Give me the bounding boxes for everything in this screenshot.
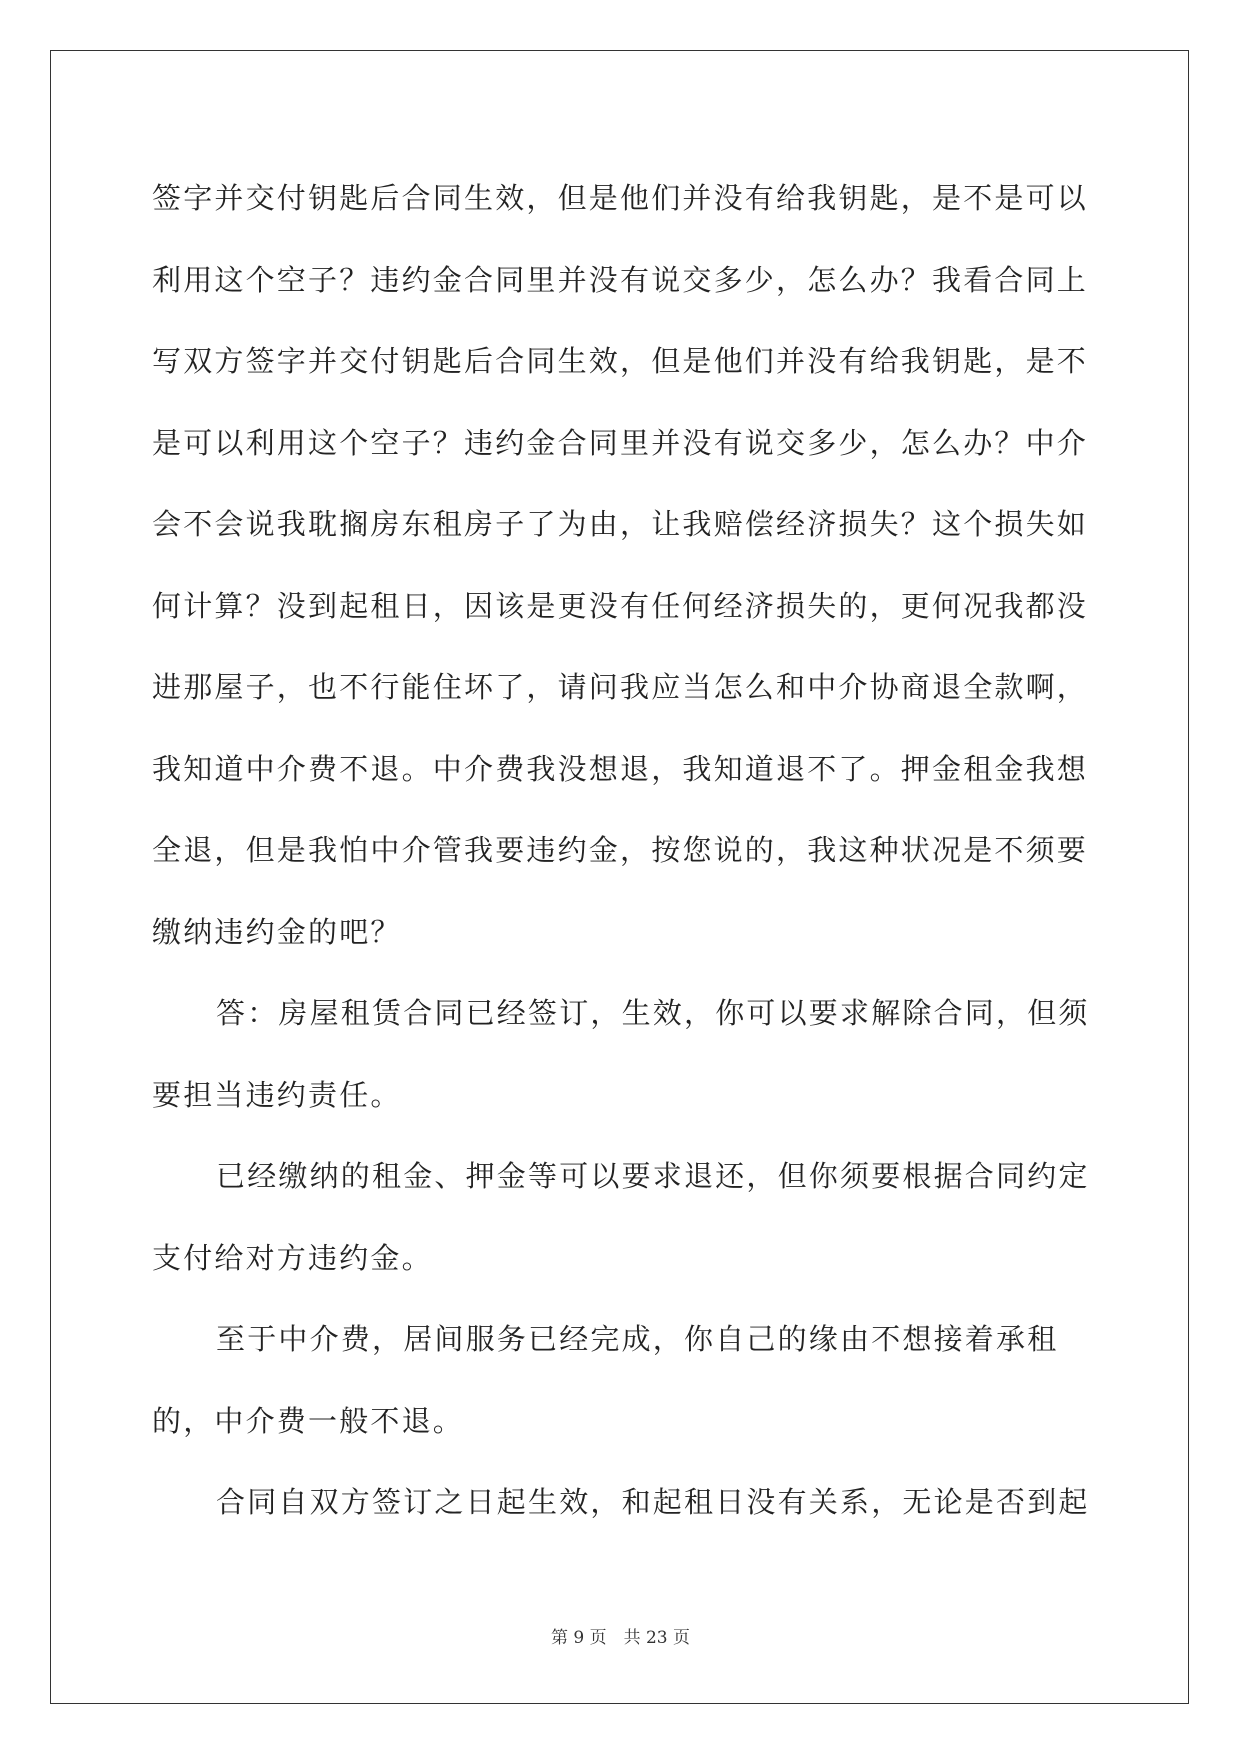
paragraph-effective-date: 合同自双方签订之日起生效，和起租日没有关系，无论是否到起 xyxy=(216,1485,1090,1519)
paragraph-question: 签字并交付钥匙后合同生效，但是他们并没有给我钥匙，是不是可以利用这个空子？违约金合同里并没有说交多少，怎么办？我看合同上写双方签字并交付钥匙后合同生效，但是他们并没有给我钥匙，是不是可以利用这个空子？违约金合同里并没有说交多少，怎么办？中介会不会说我耽搁房东租房子了为由，让我赔偿经济损失？这个损失如何计算？没到起租日，因该是更没有任何经济损失的，更何况我都没进那屋子，也不行能住坏了，请问我应当怎么和中介协商退全款啊，我知道中介费不退。中介费我没想退，我知道退不了。押金租金我想全退，但是我怕中介管我要违约金，按您说的，我这种状况是不须要缴纳违约金的吧？ xyxy=(152,181,1089,949)
paragraph-refund: 已经缴纳的租金、押金等可以要求退还，但你须要根据合同约定支付给对方违约金。 xyxy=(152,1159,1090,1275)
page-number: 第 9 页 共 23 页 xyxy=(550,1628,691,1648)
paragraph-answer: 答：房屋租赁合同已经签订，生效，你可以要求解除合同，但须要担当违约责任。 xyxy=(152,996,1090,1112)
document-body xyxy=(152,158,1092,1544)
paragraph-agency-fee: 至于中介费，居间服务已经完成，你自己的缘由不想接着承租的，中介费一般不退。 xyxy=(152,1322,1059,1438)
page-footer xyxy=(0,1623,1241,1648)
